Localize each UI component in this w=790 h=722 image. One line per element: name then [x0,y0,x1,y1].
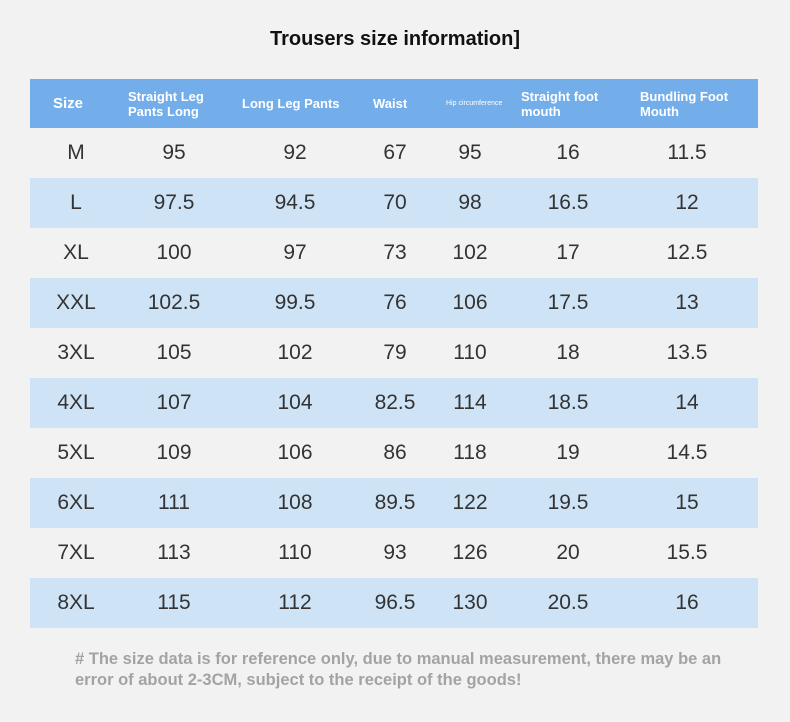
value-cell: 18.5 [547,391,589,414]
size-cell: 8XL [57,591,95,614]
value-cell: 112 [278,591,312,614]
value-cell: 15 [675,491,699,514]
value-cell: 20.5 [547,591,589,614]
value-cell: 70 [383,191,407,214]
value-cell: 79 [383,341,407,364]
value-cell: 11.5 [667,141,707,164]
header-bundling-foot-mouth: Bundling Foot Mouth [640,88,729,119]
page-title: Trousers size information] [269,28,521,50]
size-note: # The size data is for reference only, due to manual measurement, there may be an error of about 2-3CM, subject to the receipt of the goods! [75,650,722,689]
value-cell: 82.5 [374,391,416,414]
size-cell: 5XL [57,441,95,464]
size-cell: XL [63,241,89,264]
header-straight-leg-length: Straight Leg Pants Long [128,88,204,119]
value-cell: 13.5 [666,341,708,364]
value-cell: 92 [283,141,307,164]
table-row [30,378,758,428]
value-cell: 104 [277,391,313,414]
value-cell: 16 [556,141,580,164]
value-cell: 13 [675,291,699,314]
value-cell: 106 [452,291,488,314]
value-cell: 93 [383,541,407,564]
value-cell: 109 [156,441,192,464]
size-cell: L [70,191,82,214]
value-cell: 73 [383,241,407,264]
value-cell: 102.5 [147,291,201,314]
value-cell: 98 [458,191,482,214]
size-cell: 3XL [57,341,95,364]
value-cell: 12.5 [666,241,708,264]
value-cell: 17 [556,241,580,264]
size-cell: M [67,141,85,164]
size-table [30,79,758,628]
header-waist: Waist [373,96,408,111]
value-cell: 99.5 [274,291,316,314]
size-cell: 7XL [57,541,95,564]
value-cell: 18 [556,341,580,364]
value-cell: 105 [156,341,192,364]
value-cell: 96.5 [374,591,416,614]
value-cell: 76 [383,291,407,314]
table-row [30,578,758,628]
value-cell: 14 [675,391,699,414]
value-cell: 130 [452,591,488,614]
size-cell: 4XL [57,391,95,414]
table-body [30,128,758,628]
table-row [30,278,758,328]
value-cell: 16 [675,591,699,614]
value-cell: 94.5 [274,191,316,214]
value-cell: 100 [156,241,192,264]
value-cell: 20 [556,541,580,564]
table-row [30,528,758,578]
table-row [30,178,758,228]
table-row [30,428,758,478]
header-hip: Hip circumference [446,100,503,107]
value-cell: 19.5 [547,491,589,514]
header-long-leg-pants: Long Leg Pants [242,96,340,111]
value-cell: 86 [383,441,407,464]
table-row [30,228,758,278]
header-straight-foot-mouth: Straight foot mouth [521,88,599,119]
value-cell: 12 [675,191,699,214]
value-cell: 106 [277,441,313,464]
value-cell: 97 [283,241,307,264]
value-cell: 122 [452,491,488,514]
value-cell: 115 [157,591,191,614]
value-cell: 14.5 [666,441,708,464]
value-cell: 15.5 [666,541,708,564]
value-cell: 111 [158,491,190,514]
table-header [30,79,758,128]
value-cell: 19 [556,441,580,464]
value-cell: 102 [277,341,313,364]
size-cell: XXL [56,291,96,314]
value-cell: 102 [452,241,488,264]
value-cell: 17.5 [547,291,589,314]
table-row [30,328,758,378]
value-cell: 95 [162,141,186,164]
value-cell: 114 [453,391,487,414]
value-cell: 16.5 [547,191,589,214]
size-cell: 6XL [57,491,95,514]
value-cell: 110 [278,541,312,564]
value-cell: 113 [157,541,191,564]
value-cell: 97.5 [153,191,195,214]
table-row [30,128,758,178]
value-cell: 95 [458,141,482,164]
value-cell: 126 [452,541,488,564]
value-cell: 67 [383,141,407,164]
value-cell: 107 [156,391,192,414]
value-cell: 118 [453,441,487,464]
header-size: Size [53,95,84,112]
value-cell: 89.5 [374,491,416,514]
value-cell: 110 [453,341,487,364]
value-cell: 108 [277,491,313,514]
table-row [30,478,758,528]
